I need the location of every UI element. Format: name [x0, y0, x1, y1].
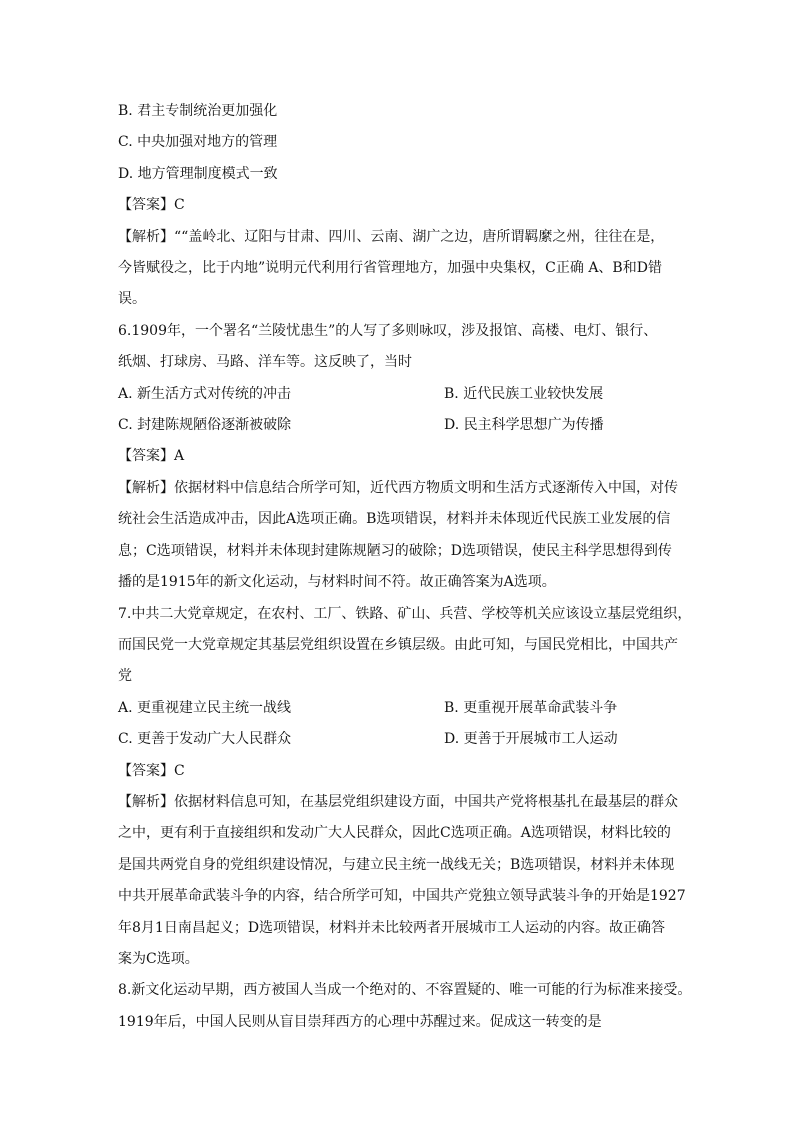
question-6: [118, 316, 678, 599]
analysis-text: ““盖岭北、辽阳与甘肃、四川、云南、湖广之边，唐所谓羁縻之州，往往在是，: [174, 228, 665, 245]
option-b: B. 更重视开展革命武装斗争: [444, 699, 618, 716]
answer-value: C: [174, 197, 185, 214]
question-8: [118, 975, 692, 1038]
analysis-tag: 【解析】: [118, 793, 174, 810]
answer-tag: 【答案】: [118, 762, 174, 779]
option-b: B. 君主专制统治更加强化: [118, 103, 278, 119]
answer-value: C: [174, 762, 185, 779]
option-a: A. 更重视建立民主统一战线: [118, 699, 292, 716]
analysis-text: 统社会生活造成冲击，因此A选项正确。B选项错误，材料并未体现近代民族工业发展的信: [118, 511, 671, 528]
question-7: [118, 599, 692, 976]
analysis-line: [118, 787, 678, 818]
options-row: [118, 410, 678, 441]
question-stem: 8.新文化运动早期，西方被国人当成一个绝对的、不容置疑的、唯一可能的行为标准来接受。: [118, 982, 692, 999]
option-c: C. 封建陈规陋俗逐渐被破除: [118, 417, 292, 434]
option-a: A. 新生活方式对传统的冲击: [118, 385, 292, 402]
question-stem: 而国民党一大党章规定其基层党组织设置在乡镇层级。由此可知，与国民党相比，中国共产: [118, 636, 678, 653]
option-c: C. 中央加强对地方的管理: [118, 134, 278, 151]
document-page: [118, 96, 692, 1038]
analysis-text: 之中，更有利于直接组织和发动广大人民群众，因此C选项正确。A选项错误，材料比较的: [118, 825, 671, 842]
option-d: D. 民主科学思想广为传播: [444, 417, 604, 434]
answer-line: [118, 756, 678, 787]
options-row: [118, 724, 678, 755]
question-stem: 1919年后，中国人民则从盲目崇拜西方的心理中苏醒过来。促成这一转变的是: [118, 1013, 602, 1030]
question-5-tail: [118, 96, 678, 316]
analysis-text: 误。: [118, 291, 146, 308]
option-b: B. 近代民族工业较快发展: [444, 385, 604, 402]
option-d: D. 更善于开展城市工人运动: [444, 731, 618, 748]
answer-line: [118, 441, 678, 472]
options-row: [118, 379, 678, 410]
question-stem: 6.1909年，一个署名“兰陵忧患生”的人写了多则咏叹，涉及报馆、高楼、电灯、银行、: [118, 322, 658, 339]
analysis-line: [118, 222, 678, 253]
analysis-text: 依据材料信息可知，在基层党组织建设方面，中国共产党将根基扎在最基层的群众: [174, 793, 678, 810]
analysis-text: 今皆赋役之，比于内地”说明元代利用行省管理地方，加强中央集权，C正确 A、B和D错: [118, 260, 662, 277]
question-stem: 纸烟、打球房、马路、洋车等。这反映了，当时: [118, 354, 412, 371]
answer-value: A: [174, 448, 185, 465]
analysis-text: 依据材料中信息结合所学可知，近代西方物质文明和生活方式逐渐传入中国，对传: [174, 479, 678, 496]
question-stem: 党: [118, 668, 132, 685]
analysis-tag: 【解析】: [118, 228, 174, 245]
option-d: D. 地方管理制度模式一致: [118, 165, 278, 182]
options-row: [118, 693, 678, 724]
option-c: C. 更善于发动广大人民群众: [118, 731, 292, 748]
answer-tag: 【答案】: [118, 448, 174, 465]
question-stem: 7.中共二大党章规定，在农村、工厂、铁路、矿山、兵营、学校等机关应该设立基层党组织，: [118, 605, 692, 622]
answer-line: [118, 190, 678, 221]
analysis-text: 年8月1日南昌起义；D选项错误，材料并未比较两者开展城市工人运动的内容。故正确答: [118, 919, 666, 936]
answer-tag: 【答案】: [118, 197, 174, 214]
analysis-text: 息；C选项错误，材料并未体现封建陈规陋习的破除；D选项错误，使民主科学思想得到传: [118, 542, 672, 559]
analysis-text: 案为C选项。: [118, 950, 199, 967]
analysis-text: 是国共两党自身的党组织建设情况，与建立民主统一战线无关；B选项错误，材料并未体现: [118, 856, 675, 873]
analysis-text: 播的是1915年的新文化运动，与材料时间不符。故正确答案为A选项。: [118, 574, 556, 591]
analysis-tag: 【解析】: [118, 479, 174, 496]
analysis-line: [118, 473, 678, 504]
analysis-text: 中共开展革命武装斗争的内容，结合所学可知，中国共产党独立领导武装斗争的开始是1927: [118, 888, 686, 905]
